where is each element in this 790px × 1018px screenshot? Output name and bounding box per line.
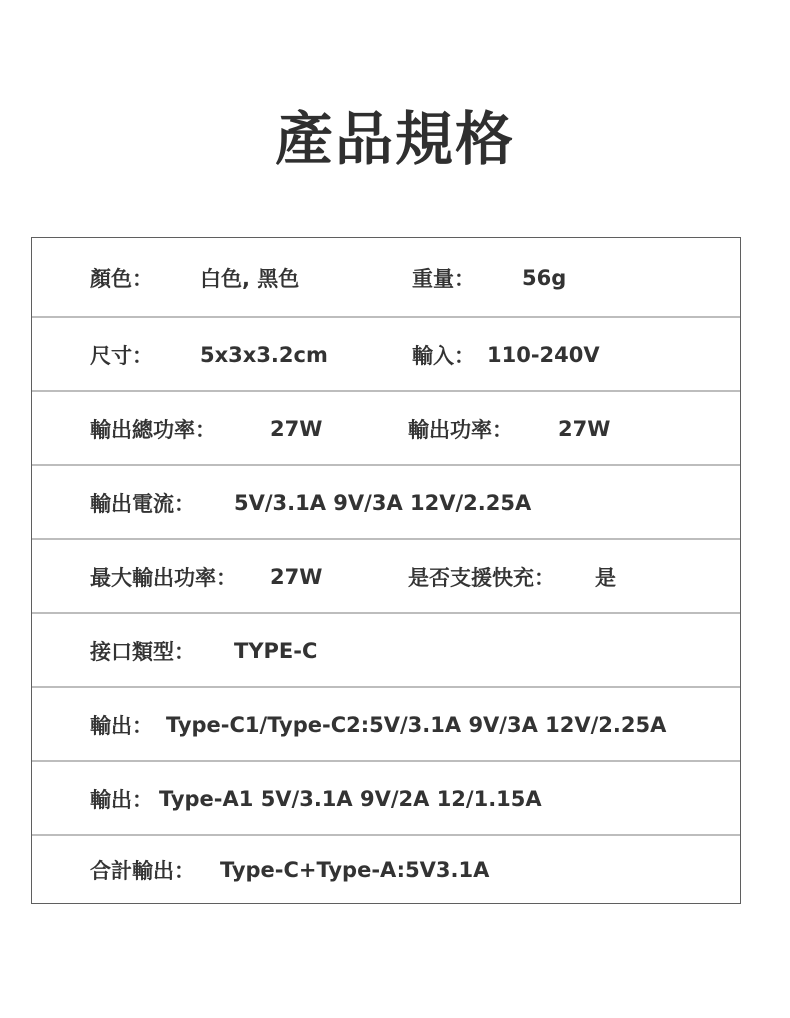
output-type-c-label: 輸出： (90, 714, 153, 738)
fast-charge-label: 是否支援快充： (408, 566, 555, 590)
input-label: 輸入： (412, 344, 475, 368)
spec-row-size-input (32, 318, 740, 392)
total-output-power-value: 27W (270, 417, 323, 441)
output-current-value: 5V/3.1A 9V/3A 12V/2.25A (234, 491, 532, 515)
spec-row-port-type (32, 614, 740, 688)
spec-row-max-power-fast-charge (32, 540, 740, 614)
total-output-power-label: 輸出總功率： (90, 418, 216, 442)
spec-row-output-current (32, 466, 740, 540)
spec-row-combined-output (32, 836, 740, 903)
combined-output-label: 合計輸出： (90, 858, 195, 883)
spec-row-output-type-c (32, 688, 740, 762)
color-value: 白色, 黑色 (200, 267, 300, 291)
output-type-a-value: Type-A1 5V/3.1A 9V/2A 12/1.15A (159, 787, 542, 811)
max-output-power-label: 最大輸出功率： (90, 566, 237, 590)
max-output-power-value: 27W (270, 565, 323, 589)
color-label: 顏色： (90, 267, 153, 291)
port-type-label: 接口類型： (90, 640, 195, 664)
spec-row-output-type-a (32, 762, 740, 836)
spec-row-total-power (32, 392, 740, 466)
size-value: 5x3x3.2cm (200, 343, 328, 367)
combined-output-value: Type-C+Type-A:5V3.1A (220, 857, 490, 882)
spec-row-color-weight (32, 238, 740, 318)
page-title: 產品規格 (274, 105, 515, 173)
output-type-a-label: 輸出： (90, 788, 153, 812)
fast-charge-value: 是 (595, 566, 616, 590)
size-label: 尺寸： (90, 344, 153, 368)
weight-value: 56g (522, 266, 567, 290)
output-current-label: 輸出電流： (90, 492, 195, 516)
output-power-label: 輸出功率： (408, 418, 513, 442)
port-type-value: TYPE-C (234, 639, 318, 663)
output-power-value: 27W (558, 417, 611, 441)
output-type-c-value: Type-C1/Type-C2:5V/3.1A 9V/3A 12V/2.25A (166, 713, 667, 737)
weight-label: 重量： (412, 267, 475, 291)
input-value: 110-240V (487, 343, 600, 367)
spec-table (31, 237, 741, 904)
